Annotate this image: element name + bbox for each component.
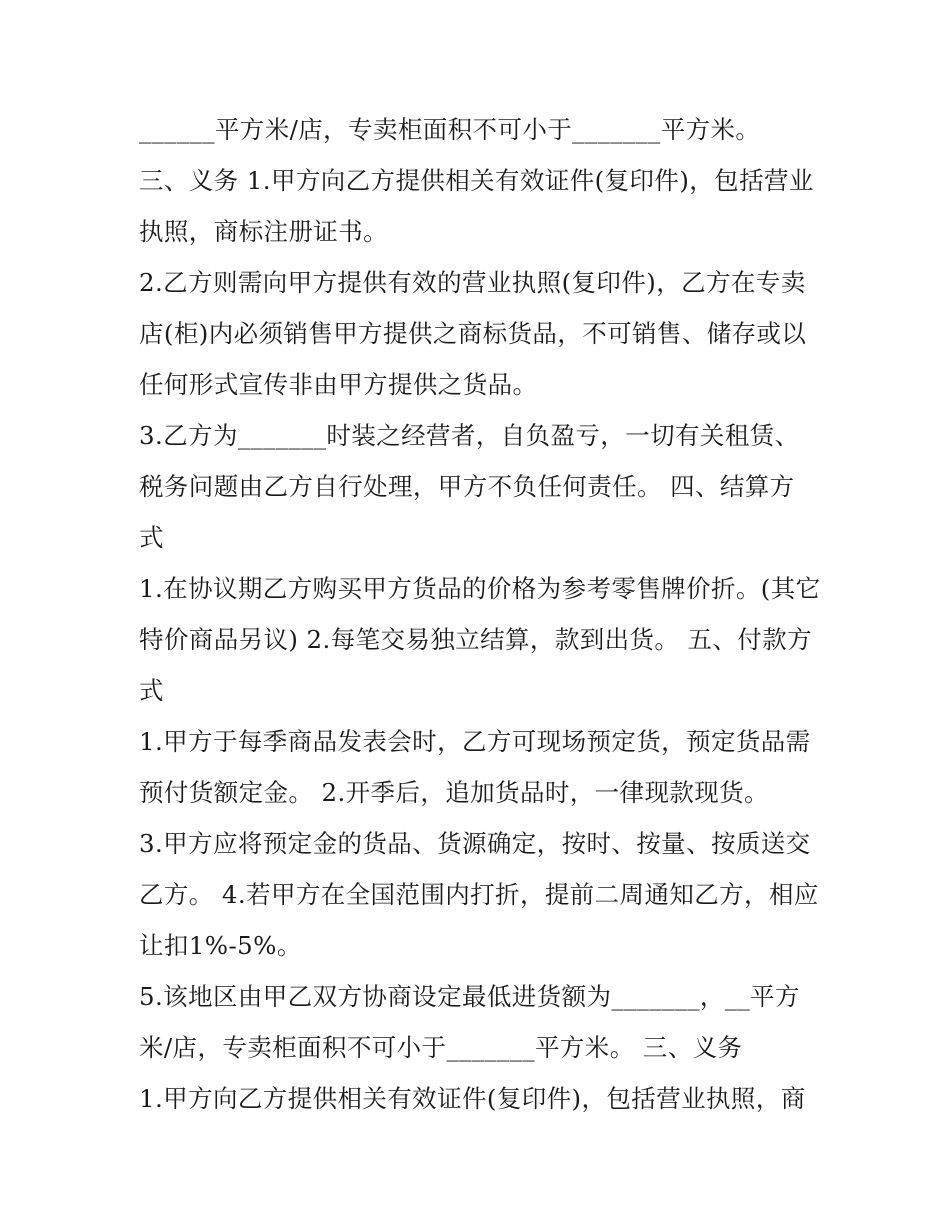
text-line: 3.甲方应将预定金的货品、货源确定，按时、按量、按质送交	[139, 829, 811, 858]
text-line: 执照，商标注册证书。	[139, 217, 388, 246]
text-line: 式	[139, 523, 164, 552]
text-line: 特价商品另议) 2.每笔交易独立结算，款到出货。 五、付款方	[139, 625, 813, 654]
text-line: 米/店，专卖柜面积不可小于_______平方米。 三、义务	[139, 1033, 743, 1062]
text-line: 2.乙方则需向甲方提供有效的营业执照(复印件)，乙方在专卖	[139, 268, 806, 297]
text-line: 任何形式宣传非由甲方提供之货品。	[139, 370, 538, 399]
text-line: 预付货额定金。 2.开季后，追加货品时，一律现款现货。	[139, 778, 769, 807]
text-line: 3.乙方为_______时装之经营者，自负盈亏，一切有关租赁、	[139, 421, 800, 450]
text-line: 让扣1%-5%。	[139, 931, 302, 960]
text-line: ______平方米/店，专卖柜面积不可小于_______平方米。	[139, 115, 761, 144]
text-line: 店(柜)内必须销售甲方提供之商标货品，不可销售、储存或以	[139, 319, 807, 348]
text-line: 1.甲方向乙方提供相关有效证件(复印件)，包括营业执照，商	[139, 1084, 806, 1113]
text-line: 5.该地区由甲乙双方协商设定最低进货额为_______，__平方	[139, 982, 800, 1011]
text-line: 乙方。 4.若甲方在全国范围内打折，提前二周通知乙方，相应	[139, 880, 819, 909]
document-body	[139, 104, 829, 1124]
text-line: 式	[139, 676, 164, 705]
text-line: 税务问题由乙方自行处理，甲方不负任何责任。 四、结算方	[139, 472, 795, 501]
text-line: 1.在协议期乙方购买甲方货品的价格为参考零售牌价折。(其它	[139, 574, 821, 603]
text-line: 1.甲方于每季商品发表会时，乙方可现场预定货，预定货品需	[139, 727, 811, 756]
text-line: 三、义务 1.甲方向乙方提供相关有效证件(复印件)，包括营业	[139, 166, 814, 195]
